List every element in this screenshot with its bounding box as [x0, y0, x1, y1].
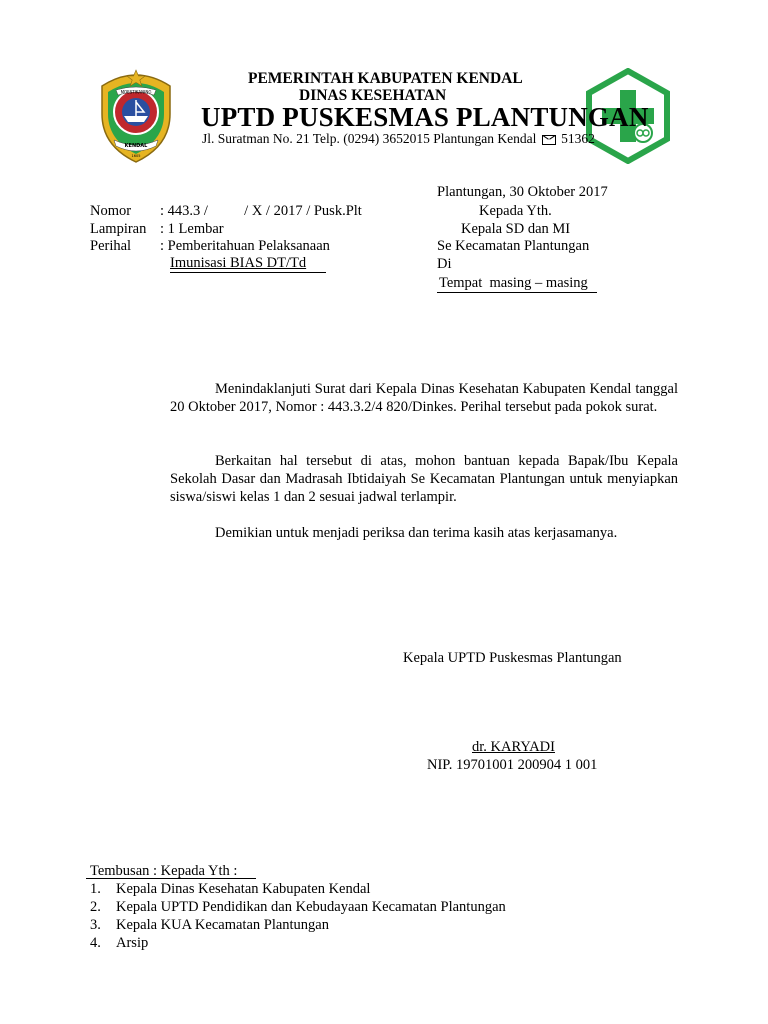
- recipient-greeting: Kepada Yth.: [479, 203, 552, 219]
- nomor-value: : 443.3 / / X / 2017 / Pusk.Plt: [160, 203, 362, 219]
- signature-title: Kepala UPTD Puskesmas Plantungan: [403, 650, 622, 666]
- emblem-motto-text: MOESTIKANING: [120, 89, 152, 95]
- postal-code: 51362: [561, 131, 595, 146]
- perihal-value-line1: : Pemberitahuan Pelaksanaan: [160, 238, 330, 254]
- cc-list-item: 1. Kepala Dinas Kesehatan Kabupaten Kendal: [90, 881, 371, 897]
- cc-list-item: 3. Kepala KUA Kecamatan Plantungan: [90, 917, 329, 933]
- body-paragraph-3: Demikian untuk menjadi periksa dan terima kasih atas kerjasamanya.: [215, 525, 618, 541]
- signatory-nip: NIP. 19701001 200904 1 001: [427, 757, 598, 773]
- recipient-place: Tempat masing – masing: [439, 275, 588, 291]
- address-text: Jl. Suratman No. 21 Telp. (0294) 3652015 Plantungan Kendal: [202, 131, 537, 146]
- place-date: Plantungan, 30 Oktober 2017: [437, 184, 608, 200]
- perihal-value-line2: Imunisasi BIAS DT/Td: [170, 255, 307, 271]
- cc-list: [90, 880, 506, 952]
- body-paragraph-1: Menindaklanjuti Surat dari Kepala Dinas Kesehatan Kabupaten Kendal tanggal 20 Oktober 2017, Nomor : 443.3.2/4 820/Dinkes. Perihal tersebut pada pokok surat.: [170, 381, 678, 415]
- cc-list-item: 4. Arsip: [90, 935, 149, 951]
- signatory-name: dr. KARYADI: [472, 739, 555, 755]
- perihal-label: Perihal: [90, 238, 132, 254]
- nomor-label: Nomor: [90, 203, 132, 219]
- perihal-divider: [170, 272, 326, 273]
- lampiran-label: Lampiran: [90, 221, 147, 237]
- cc-heading: Tembusan : Kepada Yth :: [90, 863, 238, 879]
- emblem-year-text: 1605: [131, 154, 141, 158]
- letterhead-address: [202, 131, 595, 147]
- recipient-area: Se Kecamatan Plantungan: [437, 238, 590, 254]
- recipient-di: Di: [437, 256, 452, 272]
- letterhead-institution: UPTD PUSKESMAS PLANTUNGAN: [201, 102, 649, 132]
- recipient-title: Kepala SD dan MI: [461, 221, 571, 237]
- cc-divider: [86, 878, 256, 879]
- emblem-name-text: KENDAL: [124, 143, 148, 149]
- recipient-underline: [437, 292, 597, 293]
- mail-icon: [542, 135, 556, 145]
- body-paragraph-2: Berkaitan hal tersebut di atas, mohon bantuan kepada Bapak/Ibu Kepala Sekolah Dasar dan Madrasah Ibtidaiyah Se Kecamatan Plantungan untuk menyiapkan siswa/siswi kelas 1 dan 2 sesuai jadwal terlampir.: [170, 453, 678, 505]
- letterhead-department: DINAS KESEHATAN: [299, 87, 447, 104]
- lampiran-value: : 1 Lembar: [160, 221, 224, 237]
- letterhead-government: PEMERINTAH KABUPATEN KENDAL: [248, 70, 523, 87]
- cc-list-item: 2. Kepala UPTD Pendidikan dan Kebudayaan Kecamatan Plantungan: [90, 899, 506, 915]
- kendal-regency-emblem-logo: [92, 66, 180, 164]
